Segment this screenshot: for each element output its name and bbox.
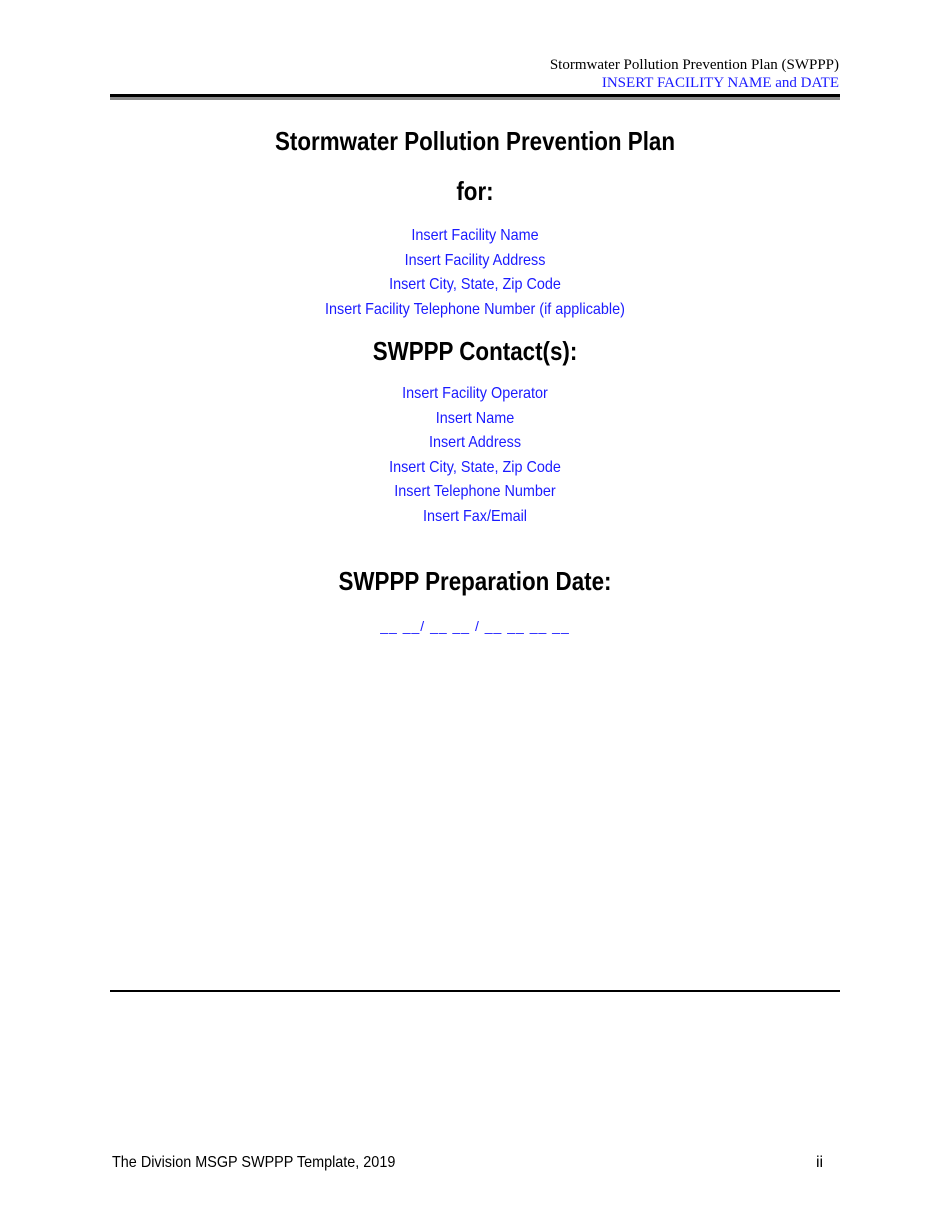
contact-phone-placeholder[interactable]: Insert Telephone Number — [394, 483, 556, 500]
facility-info — [147, 224, 804, 322]
prep-date-field[interactable]: __ __/ __ __ / __ __ __ __ — [380, 618, 570, 634]
contacts-heading: SWPPP Contact(s): — [372, 336, 578, 366]
header-title: Stormwater Pollution Prevention Plan (SWPPP) — [549, 57, 839, 73]
prep-date-heading: SWPPP Preparation Date: — [338, 566, 612, 596]
contact-address-placeholder[interactable]: Insert Address — [428, 434, 522, 451]
header-subtitle: INSERT FACILITY NAME and DATE — [601, 75, 839, 91]
contact-info — [147, 382, 804, 529]
contact-operator-placeholder[interactable]: Insert Facility Operator — [402, 385, 548, 402]
for-label: for: — [456, 176, 494, 206]
facility-name-placeholder[interactable]: Insert Facility Name — [411, 227, 539, 244]
cover-content — [110, 0, 840, 700]
facility-phone-placeholder[interactable]: Insert Facility Telephone Number (if applicable) — [325, 300, 625, 318]
document-title: Stormwater Pollution Prevention Plan — [274, 126, 676, 156]
facility-city-placeholder[interactable]: Insert City, State, Zip Code — [389, 276, 561, 293]
footer-template-label: The Division MSGP SWPPP Template, 2019 — [112, 1154, 396, 1171]
footer-rule — [110, 990, 840, 992]
contact-city-placeholder[interactable]: Insert City, State, Zip Code — [389, 458, 561, 476]
contact-fax-email-placeholder[interactable]: Insert Fax/Email — [422, 507, 528, 525]
page-number: ii — [816, 1154, 824, 1171]
contact-name-placeholder[interactable]: Insert Name — [435, 409, 515, 427]
facility-address-placeholder[interactable]: Insert Facility Address — [404, 251, 546, 269]
